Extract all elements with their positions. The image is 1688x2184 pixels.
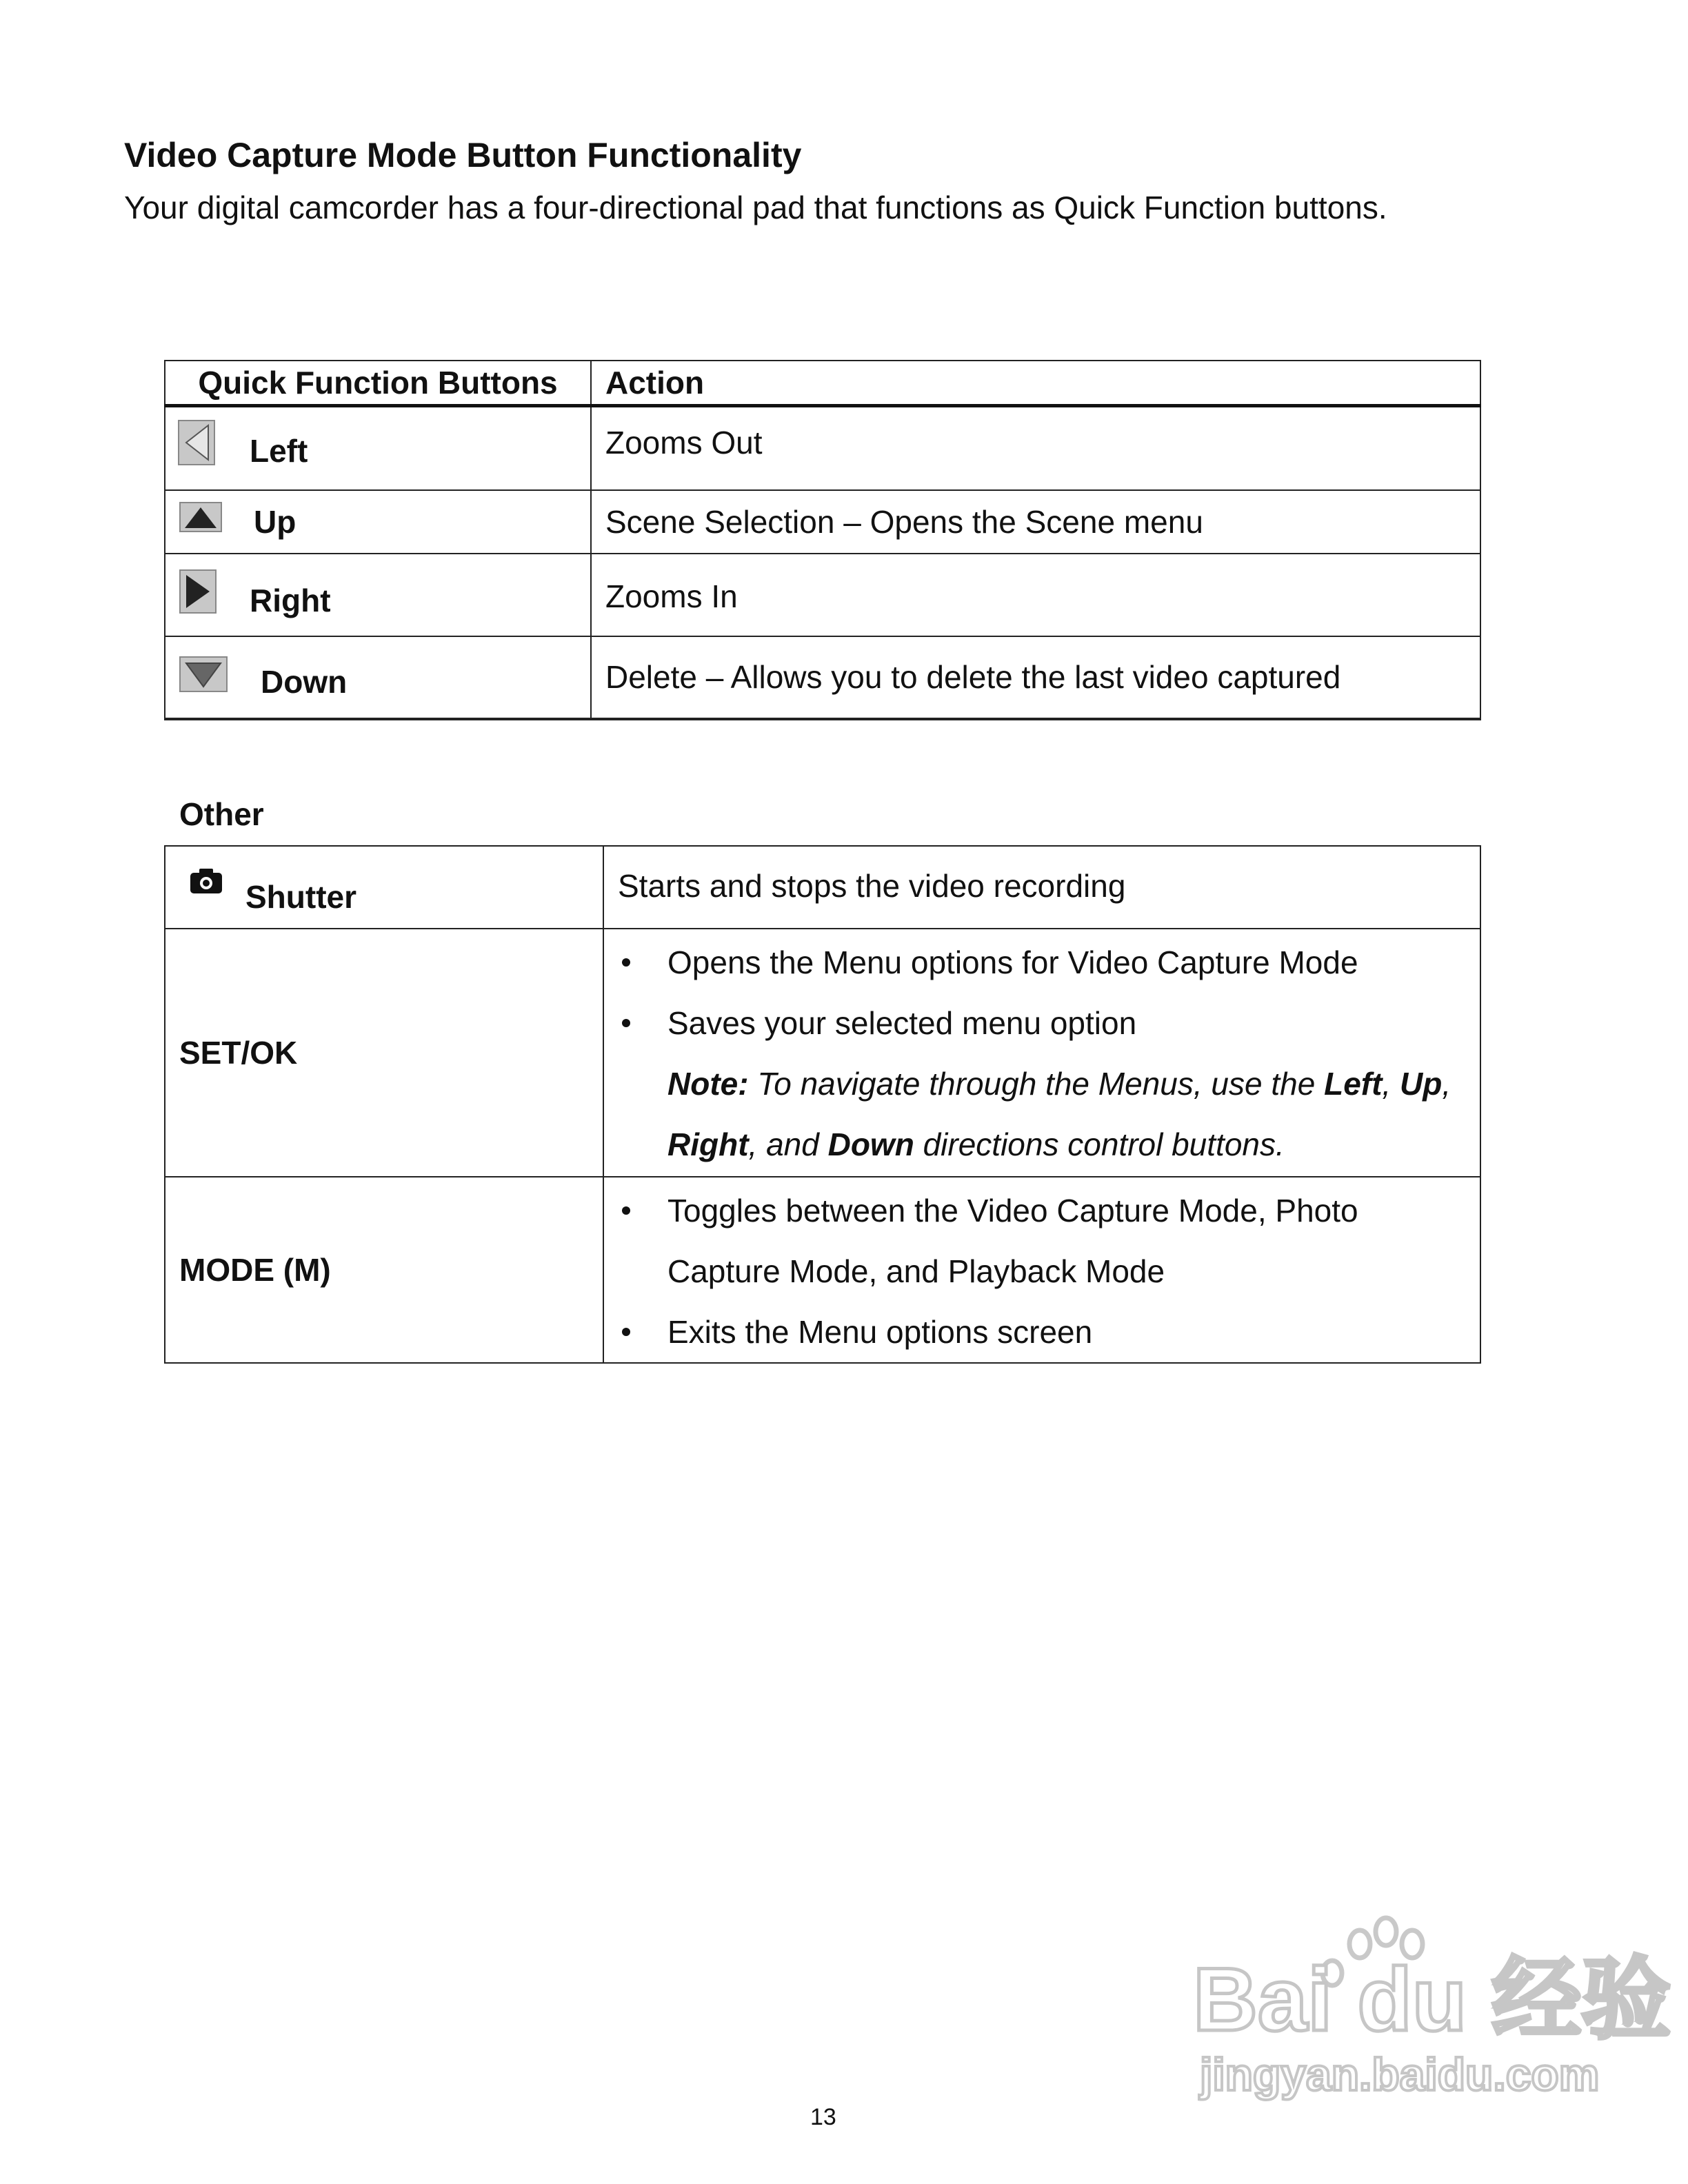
action-cell: Scene Selection – Opens the Scene menu bbox=[591, 490, 1480, 554]
right-arrow-icon bbox=[179, 569, 217, 614]
left-arrow-icon bbox=[178, 420, 215, 465]
list-item-text: Toggles between the Video Capture Mode, Photo bbox=[667, 1193, 1358, 1228]
baidu-watermark bbox=[1186, 1910, 1671, 2103]
table-row bbox=[165, 1177, 1480, 1363]
action-cell bbox=[603, 929, 1480, 1177]
button-cell-up bbox=[165, 490, 591, 554]
action-cell bbox=[603, 1177, 1480, 1363]
table-row bbox=[165, 406, 1480, 490]
list-item-text: Saves your selected menu option bbox=[667, 1005, 1137, 1041]
note-emphasis: Left bbox=[1324, 1066, 1383, 1102]
table-row bbox=[165, 490, 1480, 554]
list-item bbox=[604, 932, 1480, 993]
note-emphasis: Right bbox=[667, 1126, 749, 1162]
note-emphasis: Down bbox=[827, 1126, 914, 1162]
button-cell-down bbox=[165, 636, 591, 719]
up-arrow-icon bbox=[179, 502, 222, 532]
note-text bbox=[604, 1053, 1480, 1175]
action-cell: Starts and stops the video recording bbox=[603, 846, 1480, 929]
button-label-down: Down bbox=[261, 663, 348, 700]
table-row bbox=[165, 929, 1480, 1177]
note-fragment: , bbox=[1442, 1066, 1451, 1102]
note-fragment: , and bbox=[748, 1126, 828, 1162]
note-label: Note: bbox=[667, 1066, 749, 1102]
button-label-setok: SET/OK bbox=[165, 929, 603, 1177]
table-row bbox=[165, 554, 1480, 636]
col-header-buttons: Quick Function Buttons bbox=[165, 361, 591, 406]
watermark-brand: Bai du 经验 bbox=[1193, 1949, 1671, 2050]
button-cell-shutter bbox=[165, 846, 603, 929]
button-cell-right bbox=[165, 554, 591, 636]
table-row bbox=[165, 846, 1480, 929]
other-buttons-table bbox=[164, 845, 1481, 1364]
bullet-list bbox=[604, 932, 1480, 1053]
col-header-action: Action bbox=[591, 361, 1480, 406]
button-cell-left bbox=[165, 406, 591, 490]
down-arrow-icon bbox=[179, 656, 228, 692]
camera-icon bbox=[189, 867, 223, 895]
button-label-right: Right bbox=[250, 582, 331, 618]
list-item bbox=[604, 993, 1480, 1053]
note-fragment: directions control buttons. bbox=[914, 1126, 1285, 1162]
bullet-icon bbox=[622, 958, 630, 967]
action-cell: Delete – Allows you to delete the last video captured bbox=[591, 636, 1480, 719]
note-fragment: , bbox=[1382, 1066, 1400, 1102]
watermark-url: jingyan.baidu.com bbox=[1200, 2049, 1600, 2100]
list-item-text: Opens the Menu options for Video Capture Mode bbox=[667, 944, 1358, 980]
page-number: 13 bbox=[810, 2104, 836, 2130]
table-header-row bbox=[165, 361, 1480, 406]
note-fragment: To navigate through the Menus, use the bbox=[748, 1066, 1325, 1102]
intro-text: Your digital camcorder has a four-directional pad that functions as Quick Function buttons. bbox=[124, 190, 1387, 225]
list-item-text: Exits the Menu options screen bbox=[667, 1314, 1093, 1350]
button-label-mode: MODE (M) bbox=[165, 1177, 603, 1363]
bullet-list bbox=[604, 1180, 1480, 1362]
section-label-other: Other bbox=[179, 796, 264, 832]
button-label-up: Up bbox=[254, 503, 297, 540]
button-label-left: Left bbox=[250, 433, 308, 469]
action-cell: Zooms Out bbox=[591, 406, 1480, 490]
quick-function-table bbox=[164, 360, 1481, 720]
list-item bbox=[604, 1302, 1480, 1362]
button-label-shutter: Shutter bbox=[245, 879, 356, 915]
bullet-icon bbox=[622, 1206, 630, 1215]
action-cell: Zooms In bbox=[591, 554, 1480, 636]
table-row bbox=[165, 636, 1480, 719]
bullet-icon bbox=[622, 1019, 630, 1027]
list-item bbox=[604, 1180, 1480, 1302]
page-title: Video Capture Mode Button Functionality bbox=[124, 136, 802, 174]
note-emphasis: Up bbox=[1399, 1066, 1443, 1102]
bullet-icon bbox=[622, 1328, 630, 1336]
list-item-text: Capture Mode, and Playback Mode bbox=[667, 1253, 1165, 1289]
